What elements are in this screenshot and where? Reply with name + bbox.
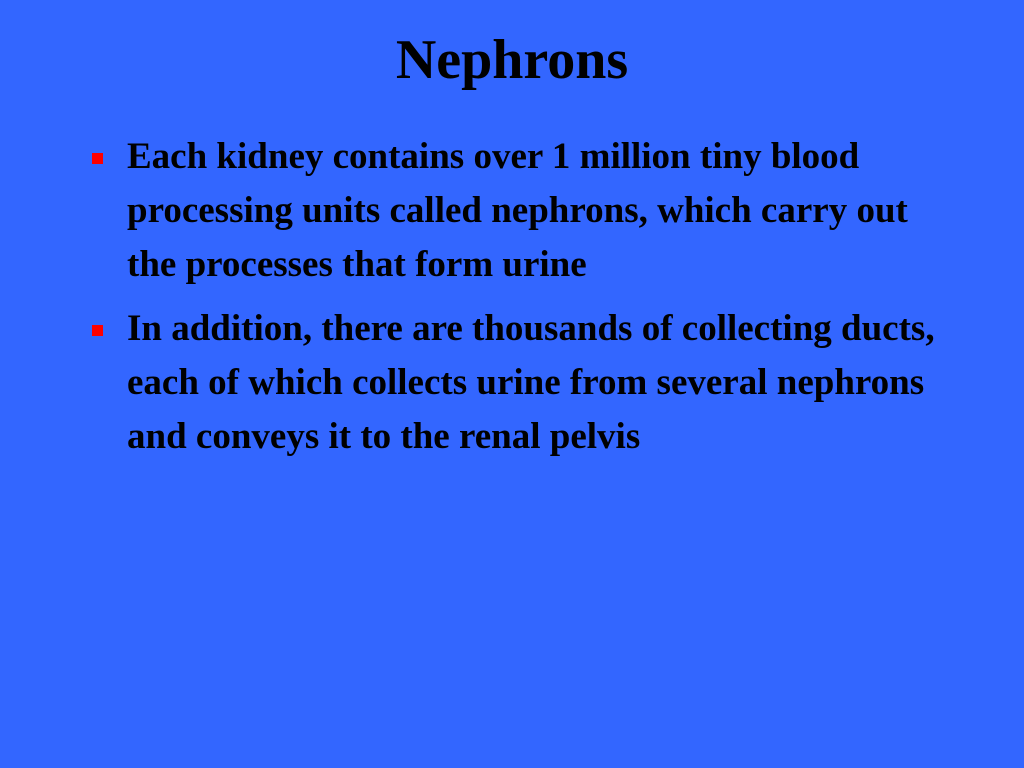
bullet-item <box>90 130 950 292</box>
bullet-item <box>90 302 950 464</box>
red-square-bullet-icon <box>92 325 103 336</box>
bullet-text: In addition, there are thousands of collecting ducts, each of which collects urine from several nephrons and conveys it to the renal pelvis <box>127 308 935 457</box>
red-square-bullet-icon <box>92 153 103 164</box>
bullet-text: Each kidney contains over 1 million tiny blood processing units called nephrons, which carry out the processes that form urine <box>127 136 908 285</box>
slide-title: Nephrons <box>395 29 629 91</box>
bullet-list <box>90 130 950 474</box>
